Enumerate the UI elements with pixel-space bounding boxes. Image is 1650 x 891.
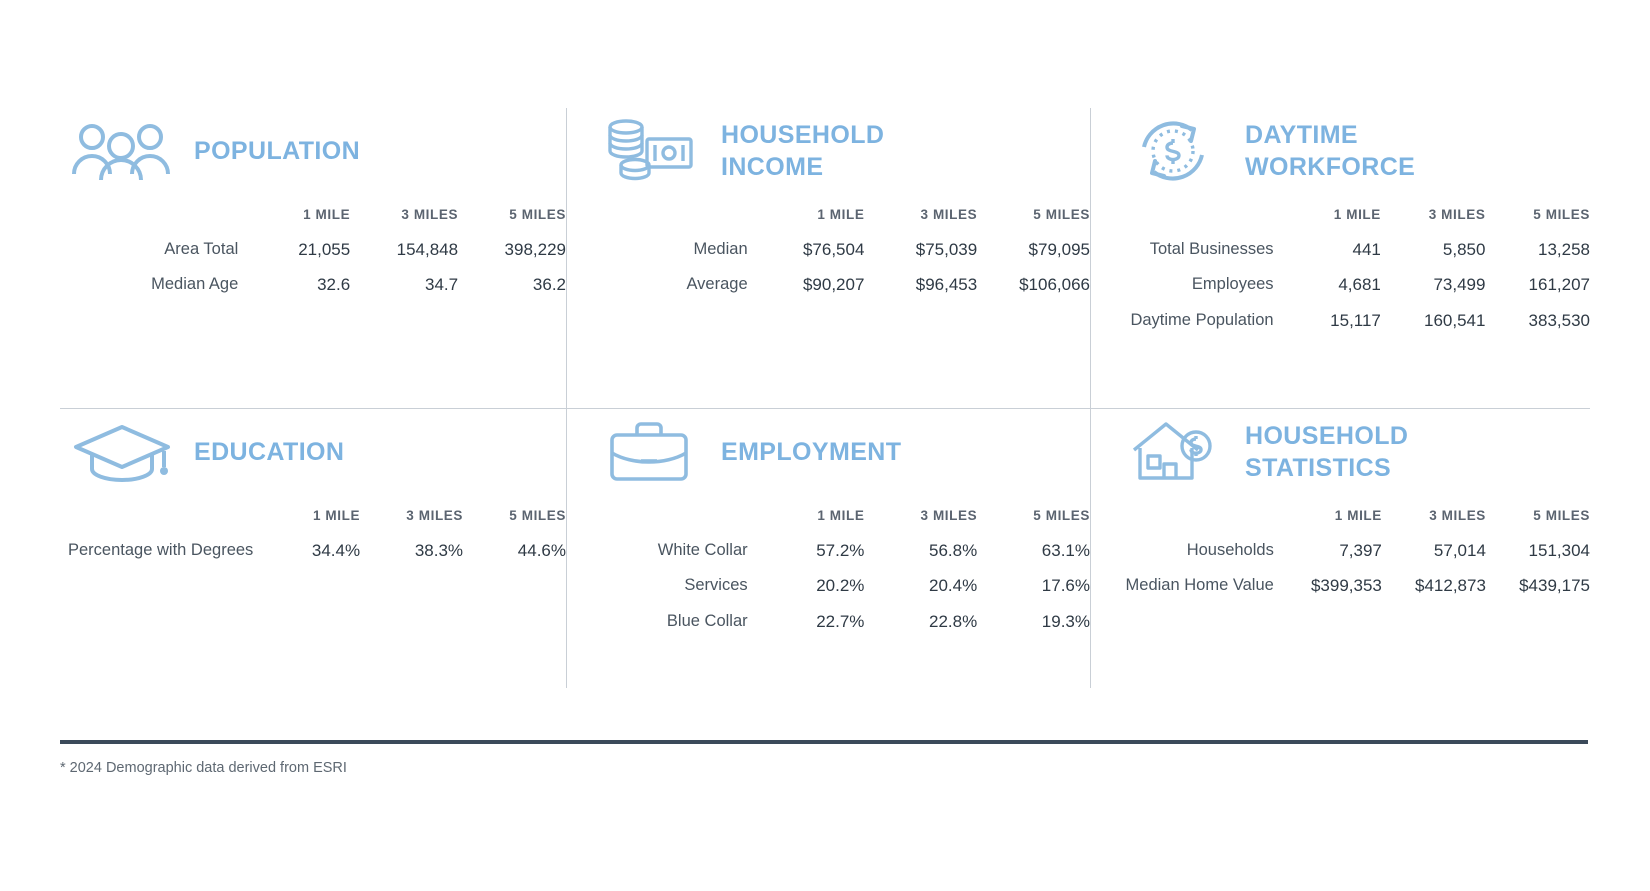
- table-row: [595, 604, 1090, 639]
- column-header: 1 MILE: [1333, 207, 1381, 222]
- cell-value: $79,095: [1028, 239, 1090, 259]
- section-header: [1119, 409, 1590, 495]
- cell-value: 441: [1352, 239, 1381, 259]
- column-header: 1 MILE: [817, 207, 865, 222]
- cell-value: 17.6%: [1041, 576, 1090, 596]
- section-header: [595, 108, 1090, 194]
- table-row: [68, 533, 566, 568]
- table-row: [595, 267, 1090, 302]
- footer-divider: [60, 740, 1588, 744]
- column-header: 1 MILE: [312, 508, 361, 523]
- column-header: 5 MILES: [509, 508, 566, 523]
- stats-table: [595, 200, 1090, 303]
- cell-value: 20.4%: [929, 576, 978, 596]
- cell-value: 22.7%: [816, 611, 865, 631]
- cell-value: 7,397: [1339, 540, 1382, 560]
- cell-value: 151,304: [1528, 540, 1590, 560]
- column-header: 5 MILES: [1533, 207, 1590, 222]
- table-row: [595, 232, 1090, 267]
- table-row: [1119, 533, 1590, 568]
- column-header: 3 MILES: [920, 207, 978, 222]
- cell-value: 57.2%: [816, 540, 865, 560]
- cell-value: $439,175: [1519, 576, 1590, 596]
- section-daytime-workforce: [1090, 108, 1590, 408]
- people-icon: [68, 120, 176, 182]
- column-header: 5 MILES: [509, 207, 566, 222]
- money-icon: [595, 115, 703, 187]
- dollar-cycle-icon: [1119, 113, 1227, 189]
- table-row: [68, 267, 566, 302]
- cell-value: 398,229: [504, 239, 566, 259]
- table-row: [1119, 568, 1590, 603]
- column-header: 1 MILE: [817, 508, 865, 523]
- section-title: [721, 436, 901, 468]
- row-label: Percentage with Degrees: [68, 541, 254, 559]
- table-header-row: [1119, 501, 1590, 533]
- cell-value: 34.7: [424, 275, 459, 295]
- row-label: Services: [684, 576, 748, 595]
- section-title-line2: INCOME: [721, 153, 824, 181]
- section-title-line1: EDUCATION: [194, 438, 345, 466]
- table-row: [595, 533, 1090, 568]
- section-header: [68, 108, 566, 194]
- section-education: [60, 408, 566, 688]
- house-dollar-icon: [1119, 416, 1227, 488]
- cell-value: $90,207: [802, 275, 865, 295]
- cell-value: 20.2%: [816, 576, 865, 596]
- stats-table: [68, 501, 566, 568]
- section-title-line2: WORKFORCE: [1245, 153, 1416, 181]
- column-header: 1 MILE: [303, 207, 351, 222]
- cell-value: $412,873: [1415, 576, 1486, 596]
- table-row: [595, 568, 1090, 603]
- row-label: Median Age: [151, 275, 239, 294]
- cell-value: 13,258: [1538, 239, 1590, 259]
- cell-value: 4,681: [1338, 275, 1381, 295]
- cell-value: 36.2: [532, 275, 566, 295]
- section-title-line1: HOUSEHOLD: [1245, 422, 1409, 450]
- cell-value: 56.8%: [929, 540, 978, 560]
- cell-value: 32.6: [317, 275, 351, 295]
- cell-value: 38.3%: [414, 540, 464, 560]
- cell-value: 22.8%: [929, 611, 978, 631]
- cell-value: 44.6%: [517, 540, 566, 560]
- table-row: [1119, 267, 1590, 302]
- cell-value: 19.3%: [1041, 611, 1090, 631]
- column-header: 3 MILES: [1428, 207, 1486, 222]
- section-title: [1245, 420, 1408, 484]
- section-title-line2: STATISTICS: [1245, 454, 1392, 482]
- cell-value: 63.1%: [1041, 540, 1090, 560]
- row-label: Median: [693, 240, 748, 258]
- footnote: * 2024 Demographic data derived from ESRI: [60, 760, 347, 776]
- row-label: Total Businesses: [1149, 240, 1274, 258]
- section-title: [721, 119, 884, 183]
- stats-table: [1119, 200, 1590, 338]
- column-header: 5 MILES: [1033, 508, 1090, 523]
- cell-value: 57,014: [1433, 540, 1486, 560]
- column-header: 5 MILES: [1033, 207, 1090, 222]
- column-header: 1 MILE: [1334, 508, 1382, 523]
- row-label: Median Home Value: [1125, 576, 1274, 595]
- cell-value: 154,848: [396, 239, 459, 259]
- section-header: [1119, 108, 1590, 194]
- section-title-line1: EMPLOYMENT: [721, 438, 902, 466]
- section-household-statistics: [1090, 408, 1590, 688]
- table-row: [68, 232, 566, 267]
- table-row: [1119, 303, 1590, 338]
- cell-value: $75,039: [915, 239, 978, 259]
- stats-table: [1119, 501, 1590, 604]
- table-header-row: [595, 501, 1090, 533]
- column-header: 5 MILES: [1533, 508, 1590, 523]
- cell-value: 5,850: [1442, 239, 1486, 259]
- cell-value: 34.4%: [311, 540, 361, 560]
- section-title-line1: DAYTIME: [1245, 121, 1359, 149]
- row-label: Households: [1186, 541, 1274, 559]
- cell-value: 161,207: [1528, 275, 1590, 295]
- stats-table: [595, 501, 1090, 639]
- row-label: Blue Collar: [666, 611, 748, 630]
- table-header-row: [68, 501, 566, 533]
- row-label: Employees: [1191, 275, 1274, 294]
- section-title-line1: POPULATION: [194, 137, 361, 165]
- section-title: [1245, 119, 1415, 183]
- section-title: [194, 436, 344, 468]
- column-header: 3 MILES: [401, 207, 459, 222]
- column-header: 3 MILES: [920, 508, 978, 523]
- cell-value: 15,117: [1330, 310, 1381, 330]
- cell-value: $76,504: [802, 239, 865, 259]
- row-label: Average: [686, 275, 748, 294]
- cell-value: 160,541: [1423, 310, 1486, 330]
- section-title-line1: HOUSEHOLD: [721, 121, 885, 149]
- section-header: [595, 409, 1090, 495]
- stats-table: [68, 200, 566, 303]
- cell-value: 73,499: [1433, 275, 1486, 295]
- stats-grid: [60, 108, 1590, 688]
- table-header-row: [68, 200, 566, 232]
- table-header-row: [595, 200, 1090, 232]
- cell-value: $399,353: [1310, 576, 1382, 596]
- section-population: [60, 108, 566, 408]
- cell-value: 383,530: [1528, 310, 1590, 330]
- section-title: [194, 135, 360, 167]
- column-header: 3 MILES: [406, 508, 464, 523]
- graduation-cap-icon: [68, 419, 176, 485]
- section-header: [68, 409, 566, 495]
- column-header: 3 MILES: [1429, 508, 1486, 523]
- row-label: Area Total: [164, 240, 239, 258]
- section-employment: [566, 408, 1090, 688]
- row-label: White Collar: [657, 541, 748, 559]
- briefcase-icon: [595, 417, 703, 487]
- row-label: Daytime Population: [1130, 310, 1274, 329]
- table-header-row: [1119, 200, 1590, 232]
- cell-value: $96,453: [915, 275, 978, 295]
- cell-value: 21,055: [298, 239, 351, 259]
- table-row: [1119, 232, 1590, 267]
- section-household-income: [566, 108, 1090, 408]
- cell-value: $106,066: [1019, 275, 1090, 295]
